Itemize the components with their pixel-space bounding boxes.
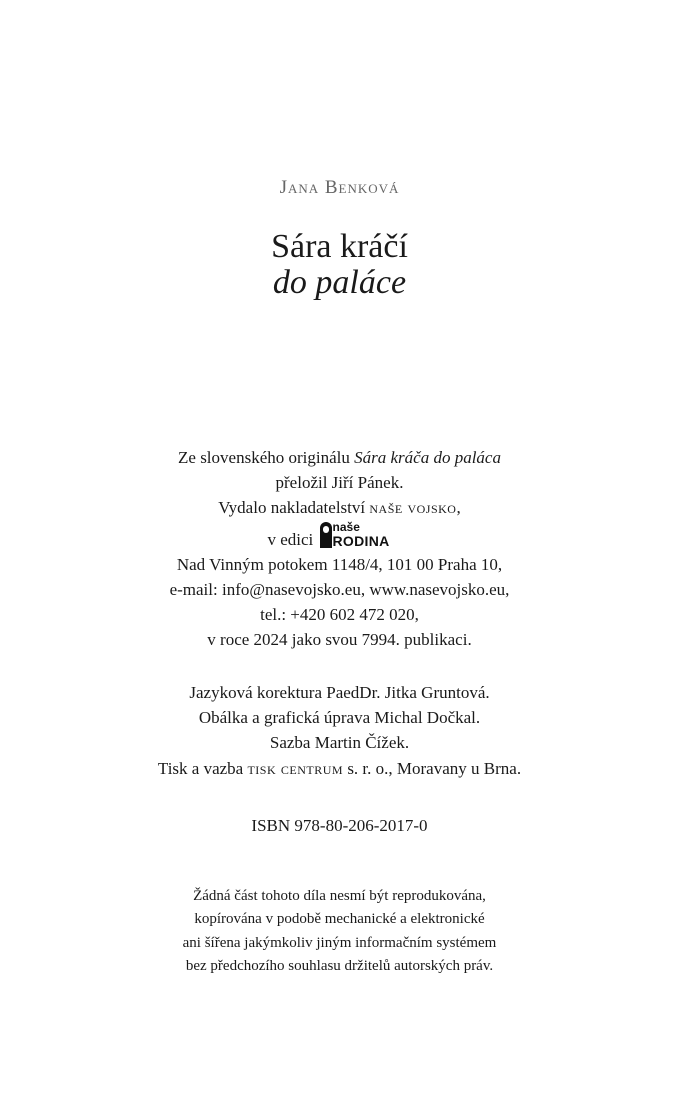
typesetting-line: Sazba Martin Čížek. (269, 733, 410, 753)
translator-line: přeložil Jiří Pánek. (275, 473, 404, 493)
logo-mark-icon (320, 522, 332, 548)
address-line: Nad Vinným potokem 1148/4, 101 00 Praha 10, (176, 554, 503, 574)
original-title: Sára kráča do paláca (354, 448, 501, 467)
legal-line-4: bez předchozího souhlasu držitelů autorských práv. (185, 958, 494, 975)
original-line: Ze slovenského originálu Sára kráča do paláca (178, 448, 501, 467)
print-company: tisk centrum (247, 758, 344, 778)
book-title-line1: Sára kráčí (271, 228, 408, 265)
isbn: ISBN 978-80-206-2017-0 (251, 816, 428, 835)
legal-line-3: ani šířena jakýmkoliv jiným informačním systémem (182, 934, 497, 951)
nase-rodina-logo: naše RODINA (320, 521, 412, 549)
legal-line-2: kopírována v podobě mechanické a elektronické (194, 911, 485, 928)
imprint-block (0, 445, 679, 653)
author-name: Jana Benková (279, 177, 400, 198)
proofreading-line: Jazyková korektura PaedDr. Jitka Gruntová. (189, 683, 490, 702)
edition-line: v edici naše RODINA (0, 521, 679, 552)
legal-line-1: Žádná část tohoto díla nesmí být reprodukována, (193, 888, 486, 904)
phone-line: tel.: +420 602 472 020, (260, 605, 419, 625)
publisher-line: Vydalo nakladatelství naše vojsko, (218, 498, 461, 518)
book-title-line2: do paláce (272, 264, 407, 301)
copyright-notice (0, 885, 679, 979)
credits-block (0, 680, 679, 781)
contact-line: e-mail: info@nasevojsko.eu, www.nasevojsko.eu, (169, 580, 510, 600)
print-line: Tisk a vazba tisk centrum s. r. o., Moravany u Brna. (157, 758, 522, 778)
year-line: v roce 2024 jako svou 7994. publikaci. (207, 630, 472, 650)
cover-line: Obálka a grafická úprava Michal Dočkal. (198, 708, 481, 728)
publisher-name: naše vojsko (369, 498, 457, 518)
